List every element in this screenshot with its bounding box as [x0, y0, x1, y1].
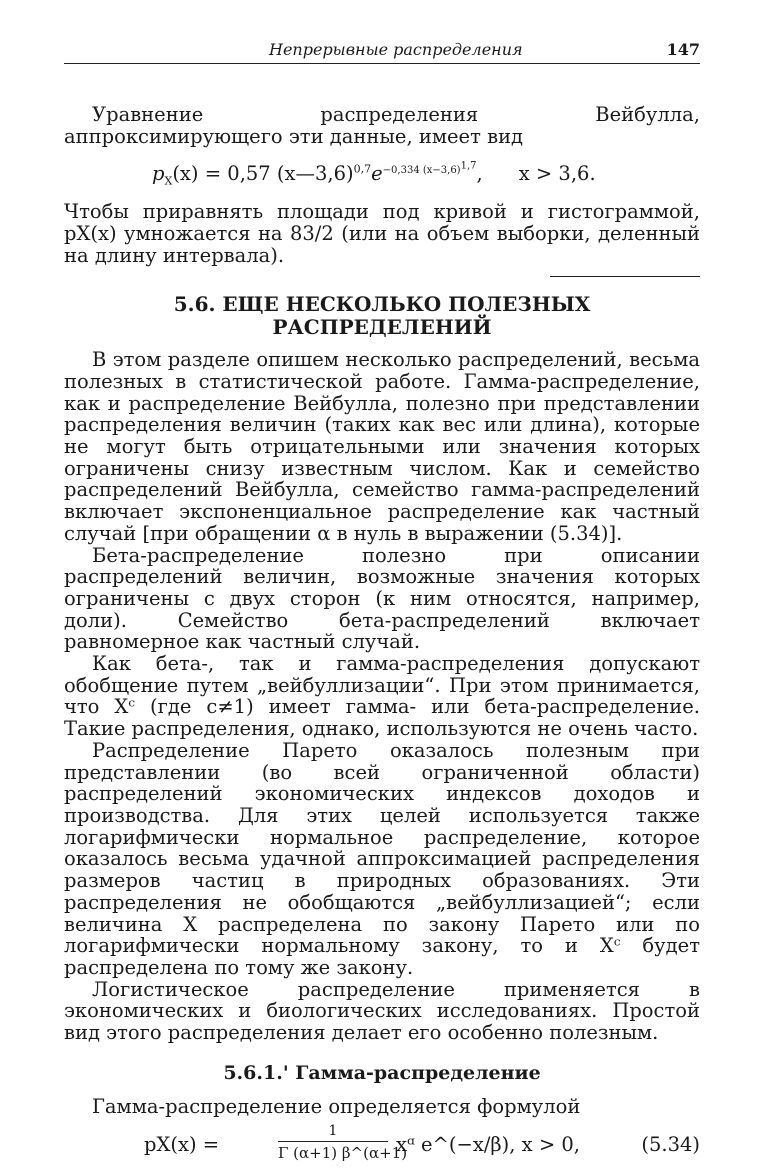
- gamma-equation: [64, 1123, 700, 1171]
- section-title-line1: 5.6. ЕЩЕ НЕСКОЛЬКО ПОЛЕЗНЫХ: [173, 292, 591, 317]
- formula-body: = 0,57 (x—3,6): [198, 162, 354, 186]
- running-head: [64, 40, 700, 64]
- intro-paragraph: Уравнение распределения Вейбулла, аппроксимирующего эти данные, имеет вид: [64, 103, 700, 148]
- section-title-line2: РАСПРЕДЕЛЕНИЙ: [272, 315, 492, 340]
- book-page: [64, 40, 700, 1171]
- subsection-intro: Гамма-распределение определяется формулой: [92, 1094, 581, 1118]
- equation-number: (5.34): [641, 1133, 700, 1157]
- formula-lhs: p: [152, 162, 165, 186]
- formula-exp2: −0,334 (x−3,6): [382, 164, 461, 176]
- running-title: Непрерывные распределения: [269, 40, 523, 59]
- formula-exp2-power: 1,7: [460, 160, 477, 172]
- section-paragraph-4: Распределение Парето оказалось полезным при представлении (во всей ограниченной области) распределений экономических индексов доходов и производства. Для этих целей используется также логарифмически нормальное распределение, которое оказалось весьма удачной аппроксимацией распределения размеров частиц в природных образованиях. Эти распределения не обобщаются „вейбуллизацией“; если величина X распределена по закону Парето или по логарифмически нормальному закону, то и Xᶜ будет распределена по тому же закону.: [64, 738, 700, 979]
- after-formula-paragraph: Чтобы приравнять площади под кривой и гистограммой, pX(x) умножается на 83/2 (или на объем выборки, деленный на длину интервала).: [64, 200, 700, 267]
- equation-lhs: pX(x) =: [144, 1133, 220, 1157]
- section-paragraph-1: В этом разделе опишем несколько распределений, весьма полезных в статистической работе. Гамма-распределение, как и распределение Вейбулла, полезно при представлении распределения величин (таких как вес или длина), которые не могут быть отрицательными или значения которых ограничены снизу известным числом. Как и семейство распределений Вейбулла, семейство гамма-распределений включает экспоненциальное распределение как частный случай [при обращении α в нуль в выражении (5.34)].: [64, 348, 700, 545]
- formula-lhs-sub: X: [164, 175, 173, 189]
- section-divider: [550, 276, 700, 277]
- weibull-formula: $p_X(x) = 0,57$ $(x—3,6)^{0,7}e^{-0,334 (x-3,6)^{1,7}}$, x > 3,6.: [152, 160, 596, 189]
- formula-arg: (x): [172, 162, 199, 186]
- formula-condition: x > 3,6.: [518, 162, 596, 186]
- equation-rhs: xᵅ e^(−x/β), x > 0,: [396, 1133, 581, 1157]
- formula-exp1: 0,7: [353, 162, 372, 176]
- equation-denominator: Γ (α+1) β^(α+1): [278, 1144, 408, 1163]
- section-paragraph-2: Бета-распределение полезно при описании распределений величин, возможные значения которых ограничены с двух сторон (к ним относятся, например, доли). Семейство бета-распределений включает равномерное как частный случай.: [64, 543, 700, 654]
- section-title: [64, 293, 700, 339]
- fraction-bar: [278, 1141, 388, 1142]
- equation-fraction: [278, 1123, 408, 1163]
- page-number: 147: [666, 40, 700, 59]
- formula-base: e: [371, 162, 383, 186]
- section-paragraph-5: Логистическое распределение применяется в экономических и биологических исследованиях. Простой вид этого распределения делает его особенно полезным.: [64, 977, 700, 1045]
- subsection-title: 5.6.1.' Гамма-распределение: [223, 1061, 541, 1084]
- equation-numerator: 1: [328, 1123, 338, 1140]
- section-paragraph-3: Как бета-, так и гамма-распределения допускают обобщение путем „вейбуллизации“. При этом принимается, что Xᶜ (где c≠1) имеет гамма- или бета-распределение. Такие распределения, однако, используются не очень часто.: [64, 652, 700, 741]
